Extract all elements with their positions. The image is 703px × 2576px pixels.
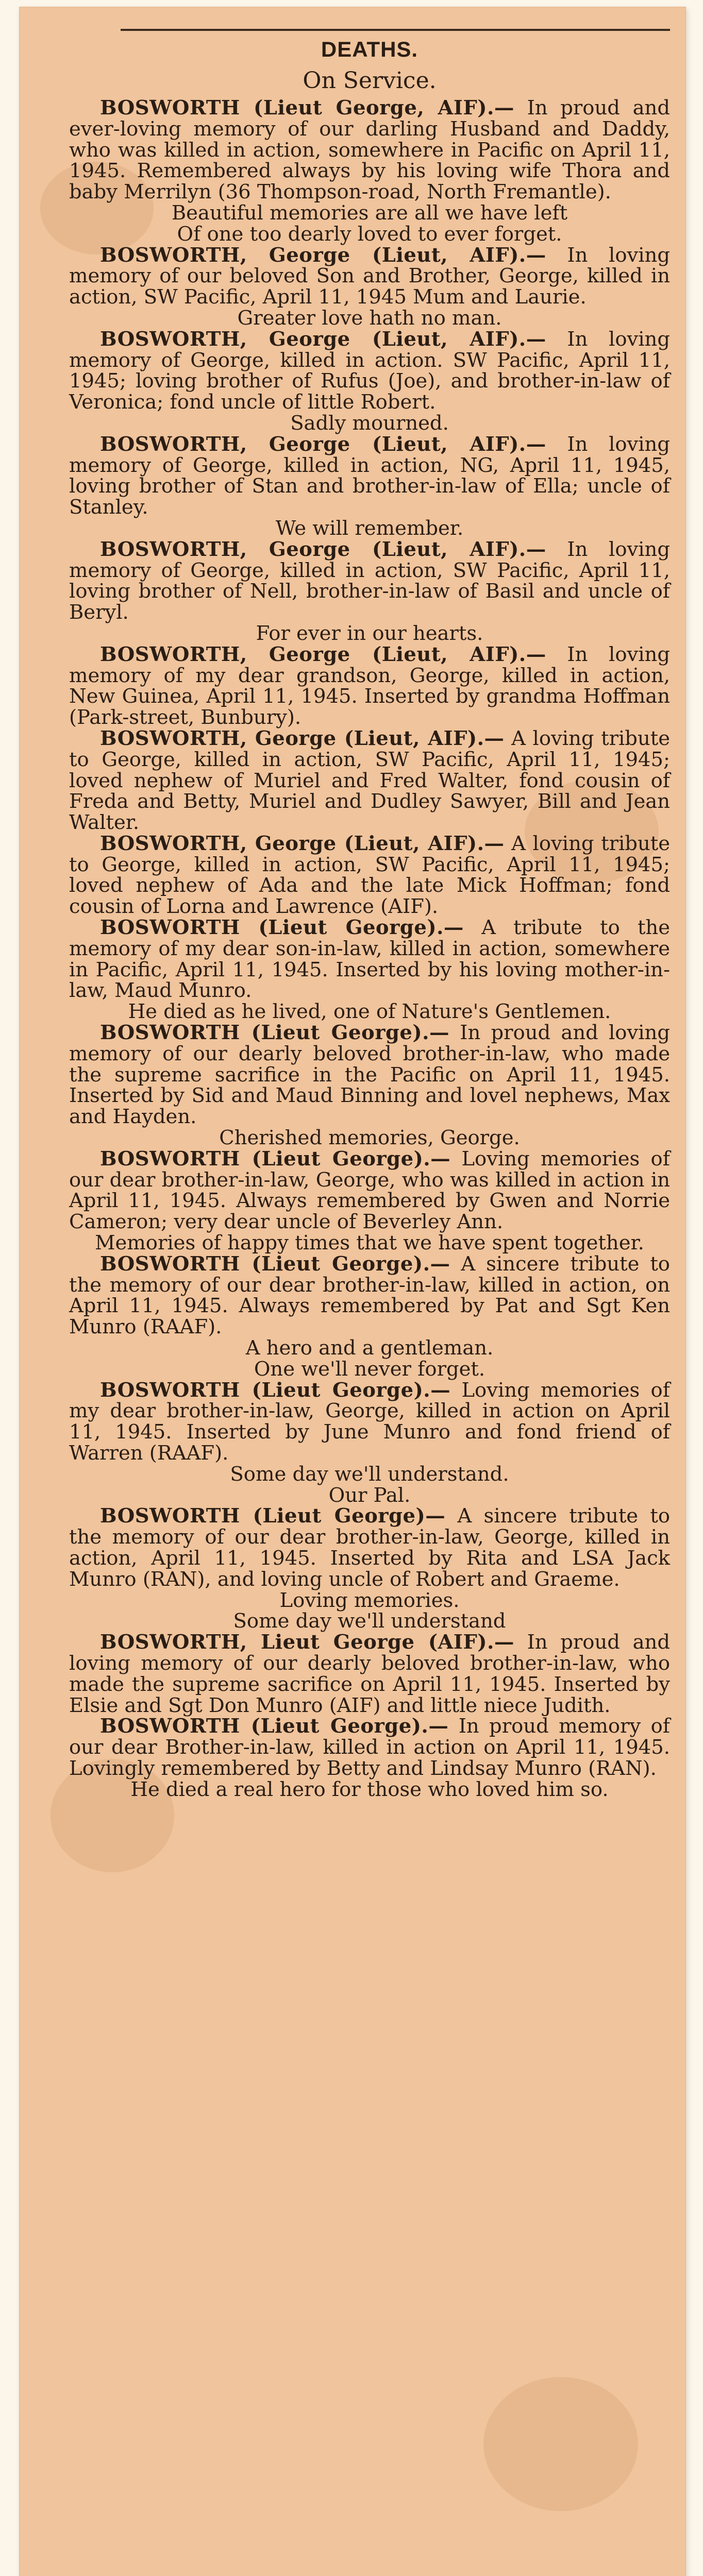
notice-verse: Cherished memories, George. — [219, 1126, 520, 1150]
notice-text: In loving memory of George, killed in action, SW Pacific, April 11, loving brother of Nell, brother-in-law of Basil and uncle of Beryl. — [69, 537, 671, 624]
notice-verse: Memories of happy times that we have spent together. — [95, 1231, 644, 1255]
death-notice — [69, 918, 670, 1023]
notice-body — [69, 834, 670, 918]
notice-verse: Greater love hath no man. — [237, 306, 502, 330]
notice-heading: BOSWORTH, George (Lieut, AIF).— — [100, 642, 546, 666]
notice-verse: Our Pal. — [328, 1483, 411, 1507]
notice-verse: Beautiful memories are all we have left — [171, 201, 568, 225]
notice-paragraph — [69, 98, 670, 203]
notice-text: A loving tribute to George, killed in action, SW Pacific, April 11, 1945; loved nephew of Muriel and Fred Walter, fond cousin of Freda and Betty, Muriel and Dudley Sawyer, Bill and Jean Walter. — [69, 726, 670, 835]
notice-body — [69, 1254, 670, 1338]
notice-paragraph — [69, 539, 670, 623]
section-title: DEATHS. — [321, 37, 419, 61]
notice-verse: For ever in our hearts. — [256, 621, 483, 645]
notice-text: In loving memory of our beloved Son and Brother, George, killed in action, SW Pacific, April 11, 1945 Mum and Laurie. — [69, 243, 671, 309]
notice-heading: BOSWORTH, George (Lieut, AIF).— — [100, 537, 546, 561]
notice-verse: One we'll never forget. — [254, 1357, 486, 1381]
notice-heading: BOSWORTH, Lieut George (AIF).— — [100, 1631, 514, 1654]
notice-heading: BOSWORTH (Lieut George).— — [100, 1021, 450, 1045]
notice-body — [69, 1380, 670, 1464]
notice-paragraph — [69, 642, 671, 730]
notice-text: A sincere tribute to the memory of our dear brother-in-law, killed in action, on April 11, 1945. Always remembered by Pat and Sgt Ken Munro (RAAF). — [69, 1252, 670, 1339]
death-notice — [69, 1380, 670, 1506]
death-notice — [69, 1254, 670, 1380]
notice-heading: BOSWORTH (Lieut George).— — [100, 916, 464, 940]
notice-text: In loving memory of George, killed in action, NG, April 11, 1945, loving brother of Stan and brother-in-law of Ella; uncle of Stanley. — [69, 432, 671, 519]
notice-verse: Some day we'll understand — [233, 1609, 506, 1633]
notice-paragraph — [69, 918, 670, 1002]
notice-heading: BOSWORTH (Lieut George).— — [100, 1147, 451, 1171]
notice-heading: BOSWORTH (Lieut George).— — [100, 1252, 450, 1276]
notice-paragraph — [69, 834, 670, 918]
notice-paragraph — [69, 245, 670, 308]
notice-heading: BOSWORTH (Lieut George).— — [100, 1715, 449, 1738]
death-notice — [69, 642, 671, 730]
notice-heading: BOSWORTH, George (Lieut, AIF).— — [100, 832, 505, 855]
notice-text: In proud and loving memory of our dearly beloved brother-in-law, who made the supreme sacrifice in the Pacific on April 11, 1945. Inserted by Sid and Maud Binning and lovel nephews, Max and Hayden. — [69, 1021, 670, 1129]
notice-heading: BOSWORTH, George (Lieut, AIF).— — [100, 432, 546, 456]
notice-paragraph — [69, 329, 670, 413]
notice-text: In proud memory of our dear Brother-in-law, killed in action on April 11, 1945. Lovingly remembered by Betty and Lindsay Munro (RAN). — [69, 1715, 671, 1780]
notice-body — [69, 1149, 670, 1233]
death-notice — [69, 329, 670, 434]
notice-text: Loving memories of our dear brother-in-law, George, who was killed in action in April 11, 1945. Always remembered by Gwen and Norrie Cameron; very dear uncle of Beverley Ann. — [69, 1147, 670, 1234]
notice-body — [69, 1716, 670, 1779]
notice-body — [69, 918, 670, 1002]
notice-body — [69, 1632, 670, 1716]
death-notice — [69, 1716, 670, 1800]
notice-body — [69, 728, 670, 834]
notice-heading: BOSWORTH (Lieut George)— — [100, 1504, 446, 1528]
paper-stain — [483, 2377, 638, 2511]
death-notice — [69, 245, 670, 329]
notice-verse: Of one too dearly loved to ever forget. — [177, 222, 562, 246]
notice-body — [69, 245, 670, 308]
death-notice — [69, 98, 670, 245]
notice-text: In loving memory of George, killed in action. SW Pacific, April 11, 1945; loving brother of Rufus (Joe), and brother-in-law of Veronica; fond uncle of little Robert. — [69, 327, 671, 414]
notice-verse: A hero and a gentleman. — [245, 1336, 494, 1360]
notice-body — [69, 642, 671, 730]
death-notice — [69, 834, 670, 918]
notice-text: In proud and ever-loving memory of our darling Husband and Daddy, who was killed in action, somewhere in Pacific on April 11, 1945. Remembered always by his loving wife Thora and baby Merrilyn (36 Thompson-road, North Fremantle). — [69, 96, 670, 204]
notice-body — [69, 434, 670, 518]
subsection-title: On Service. — [303, 67, 437, 94]
top-rule — [121, 29, 670, 31]
death-notice — [69, 434, 670, 539]
newspaper-clipping — [20, 7, 685, 2576]
notice-heading: BOSWORTH, George (Lieut, AIF).— — [100, 726, 505, 750]
notice-body — [69, 539, 670, 623]
notice-paragraph — [69, 1149, 670, 1233]
death-notice — [69, 728, 670, 834]
column-text — [69, 7, 670, 1801]
notice-heading: BOSWORTH, George (Lieut, AIF).— — [100, 327, 546, 351]
notice-paragraph — [69, 1380, 670, 1464]
death-notice — [69, 1506, 670, 1632]
notice-heading: BOSWORTH, George (Lieut, AIF).— — [100, 243, 546, 267]
notices-list — [69, 98, 670, 1801]
notice-verse: Sadly mourned. — [290, 411, 449, 435]
notice-text: A loving tribute to George, killed in action, SW Pacific, April 11, 1945; loved nephew of Ada and the late Mick Hoffman; fond cousin of Lorna and Lawrence (AIF). — [69, 832, 670, 919]
notice-paragraph — [69, 1632, 670, 1716]
notice-body — [69, 1023, 670, 1128]
notice-heading: BOSWORTH (Lieut George).— — [100, 1378, 451, 1402]
notice-paragraph — [69, 1506, 670, 1590]
death-notice — [69, 1023, 670, 1149]
notice-verse: Some day we'll understand. — [230, 1462, 509, 1486]
notice-paragraph — [69, 434, 670, 518]
notice-paragraph — [69, 1716, 670, 1779]
notice-text: A tribute to the memory of my dear son-in-law, killed in action, somewhere in Pacific, April 11, 1945. Inserted by his loving mother-in-law, Maud Munro. — [69, 916, 670, 1003]
notice-text: In loving memory of my dear grandson, George, killed in action, New Guinea, April 11, 1945. Inserted by grandma Hoffman (Park-street, Bunbury). — [69, 642, 671, 730]
notice-verse: Loving memories. — [279, 1588, 460, 1612]
notice-paragraph — [69, 728, 670, 834]
notice-heading: BOSWORTH (Lieut George, AIF).— — [100, 96, 514, 120]
notice-verse: He died a real hero for those who loved him so. — [130, 1777, 609, 1801]
death-notice — [69, 1632, 670, 1716]
notice-body — [69, 98, 670, 203]
notice-paragraph — [69, 1023, 670, 1128]
notice-paragraph — [69, 1254, 670, 1338]
death-notice — [69, 539, 670, 645]
notice-body — [69, 329, 670, 413]
notice-verse: He died as he lived, one of Nature's Gentlemen. — [128, 1000, 611, 1024]
notice-body — [69, 1506, 670, 1590]
notice-text: Loving memories of my dear brother-in-law, George, killed in action on April 11, 1945. Inserted by June Munro and fond friend of Warren (RAAF). — [69, 1378, 670, 1465]
death-notice — [69, 1149, 670, 1254]
notice-text: A sincere tribute to the memory of our dear brother-in-law, George, killed in action, April 11, 1945. Inserted by Rita and LSA Jack Munro (RAN), and loving uncle of Robert and Graeme. — [69, 1504, 670, 1591]
notice-verse: We will remember. — [275, 516, 464, 540]
notice-text: In proud and loving memory of our dearly beloved brother-in-law, who made the supreme sacrifice on April 11, 1945. Inserted by Elsie and Sgt Don Munro (AIF) and little niece Judith. — [69, 1631, 670, 1717]
